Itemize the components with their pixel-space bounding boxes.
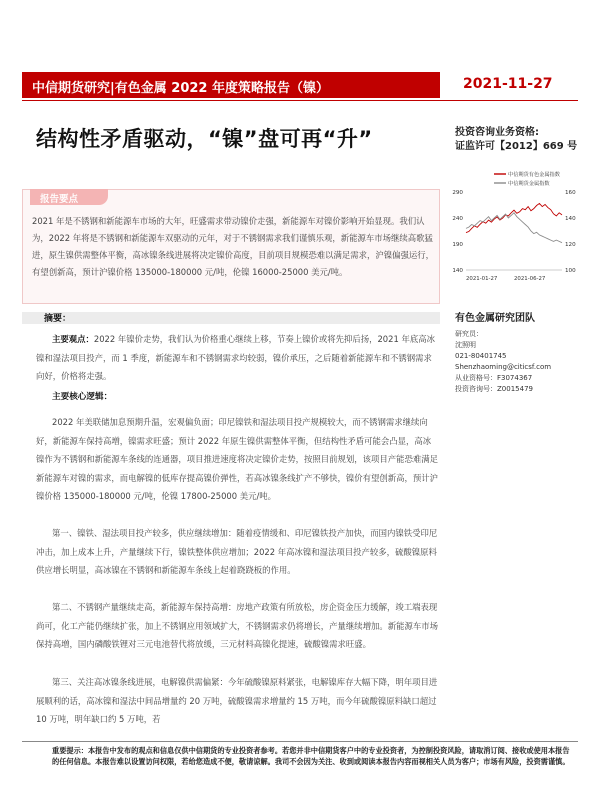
summary-tag-label: 报告要点 (40, 194, 79, 205)
series-line-metal (466, 213, 562, 243)
main-point-label: 主要观点： (52, 334, 94, 344)
y-right-tick-2: 120 (565, 242, 576, 248)
summary-text: 2021 年是不锈钢和新能源车市场的大年，旺盛需求带动镍价走强，新能源车对镍价影响开始显现。我们认为，2022 年将是不锈钢和新能源车双驱动的元年，对于不锈钢需求我们谨慎乐观，新能源车市场继续高歌猛进，原生镍供需整体平衡，高冰镍条线进展将决定镍价高度，目前项目规模恐难以满足需求，沪镍偏强运行，有望创新高，预计沪镍价格 135000-180000 元/吨，伦镍 16000-25000 美元/吨。 (32, 216, 434, 277)
chart-legend (494, 170, 561, 187)
team-license: 从业资格号：F3074367 (455, 374, 533, 382)
disclaimer-text: 重要提示：本报告中发布的观点和信息仅供中信期货的专业投资者参考。若您并非中信期货客户中的专业投资者，为控制投资风险，请取消订阅、接收或使用本报告的任何信息。本报告难以设置访问权限，若给您造成不便，敬请谅解。我司不会因为关注、收到或阅读本报告内容而视相关人员为客户；市场有风险，投资需谨慎。 (52, 746, 570, 766)
main-title: 结构性矛盾驱动，“镍”盘可再“升” (36, 127, 373, 151)
y-left-tick-4: 290 (452, 190, 463, 196)
team-consult-number: 投资咨询号：Z0015479 (455, 385, 533, 393)
team-title: 有色金属研究团队 (455, 313, 535, 324)
main-point-paragraph (36, 330, 438, 386)
logic-paragraph-2: 第一、镍铁、湿法项目投产较多，供应继续增加：随着疫情缓和、印尼镍铁投产加快，而国内镍铁受印尼冲击，加上成本上升，产量继续下行，镍铁整体供应增加；2022 年高冰镍和湿法项目投产较多，硫酸镍原料供应增长明显，高冰镍在不锈钢和新能源车条线上起着跷跷板的作用。 (36, 528, 438, 575)
y-right-tick-4: 160 (565, 190, 576, 196)
abstract-bar (22, 312, 440, 324)
license-line-1: 投资咨询业务资格: (455, 127, 539, 138)
x-tick-label-1: 2021-01-27 (466, 276, 498, 282)
team-researcher-name: 沈照明 (455, 341, 476, 349)
legend-label-nonferrous: 中信期货有色金属指数 (508, 172, 560, 178)
y-left-tick-1: 140 (452, 268, 463, 274)
x-tick-label-2: 2021-06-27 (514, 276, 546, 282)
y-right-tick-3: 140 (565, 216, 576, 222)
report-date: 2021-11-27 (463, 76, 553, 92)
team-researcher-label: 研究员： (455, 330, 483, 338)
header-divider (22, 100, 578, 101)
legend-label-metal: 中信期货金属指数 (508, 181, 550, 187)
disclaimer-divider (22, 741, 578, 742)
license-line-2: 证监许可【2012】669 号 (455, 141, 578, 152)
price-index-chart (444, 166, 580, 296)
y-left-tick-2: 190 (452, 242, 463, 248)
team-email: Shenzhaoming@citicsf.com (455, 363, 552, 371)
y-right-tick-1: 100 (565, 268, 576, 274)
logic-paragraph-3: 第二、不锈钢产量继续走高，新能源车保持高増：房地产政策有所放松，房企资金压力缓解，竣工端表现尚可，化工产能仍继续扩张，加上不锈钢应用领域扩大，不锈钢需求仍将増长，产量继续増加。新能源车市场保持高増，国内磷酸铁锂对三元电池替代将放缓，三元材料高镍化提速，硫酸镍需求旺盛。 (36, 602, 438, 649)
main-point-text: 2022 年镍价走势，我们认为价格重心继续上移，节奏上镍价或将先抑后扬，2021 年底高冰镍和湿法项目投产，而 1 季度，新能源车和不锈钢需求均较弱，镍价承压，之后随着新能源车和不锈钢需求向好，价格将走强。 (36, 334, 435, 381)
abstract-label: 摘要： (44, 314, 72, 324)
y-left-tick-3: 240 (452, 216, 463, 222)
logic-paragraph-1: 2022 年美联储加息预期升温，宏观偏负面；印尼镍铁和湿法项目投产规模较大，而不锈钢需求继续向好，新能源车保持高増，镍需求旺盛；预计 2022 年原生镍供需整体平衡，但结构性矛盾可能会凸显，高冰镍作为不锈钢和新能源车条线的连通器，项目推进速度将决定镍价走势，按照目前规划，该项目产能恐难满足新能源车对镍的需求，而电解镍的低库存提高镍价弹性，若高冰镍条线扩产不够快，镍价有望创新高，预计沪镍价格 135000-180000 元/吨，伦镍 17800-25000 美元/吨。 (36, 417, 438, 501)
team-phone: 021-80401745 (455, 352, 507, 360)
logic-paragraph-4: 第三、关注高冰镍条线进展，电解镍供需偏紧：今年硫酸镍原料紧张，电解镍库存大幅下降，明年项目进展顺利的话，高冰镍和湿法中间品增量约 20 万吨，硫酸镍需求増量约 15 万吨，而今年硫酸镍原料缺口超过 10 万吨，明年缺口约 5 万吨，若 (36, 677, 438, 724)
report-header-title: 中信期货研究|有色金属 2022 年度策略报告（镍） (32, 81, 329, 96)
series-line-nonferrous (466, 203, 562, 232)
logic-heading: 主要核心逻辑： (52, 392, 113, 402)
